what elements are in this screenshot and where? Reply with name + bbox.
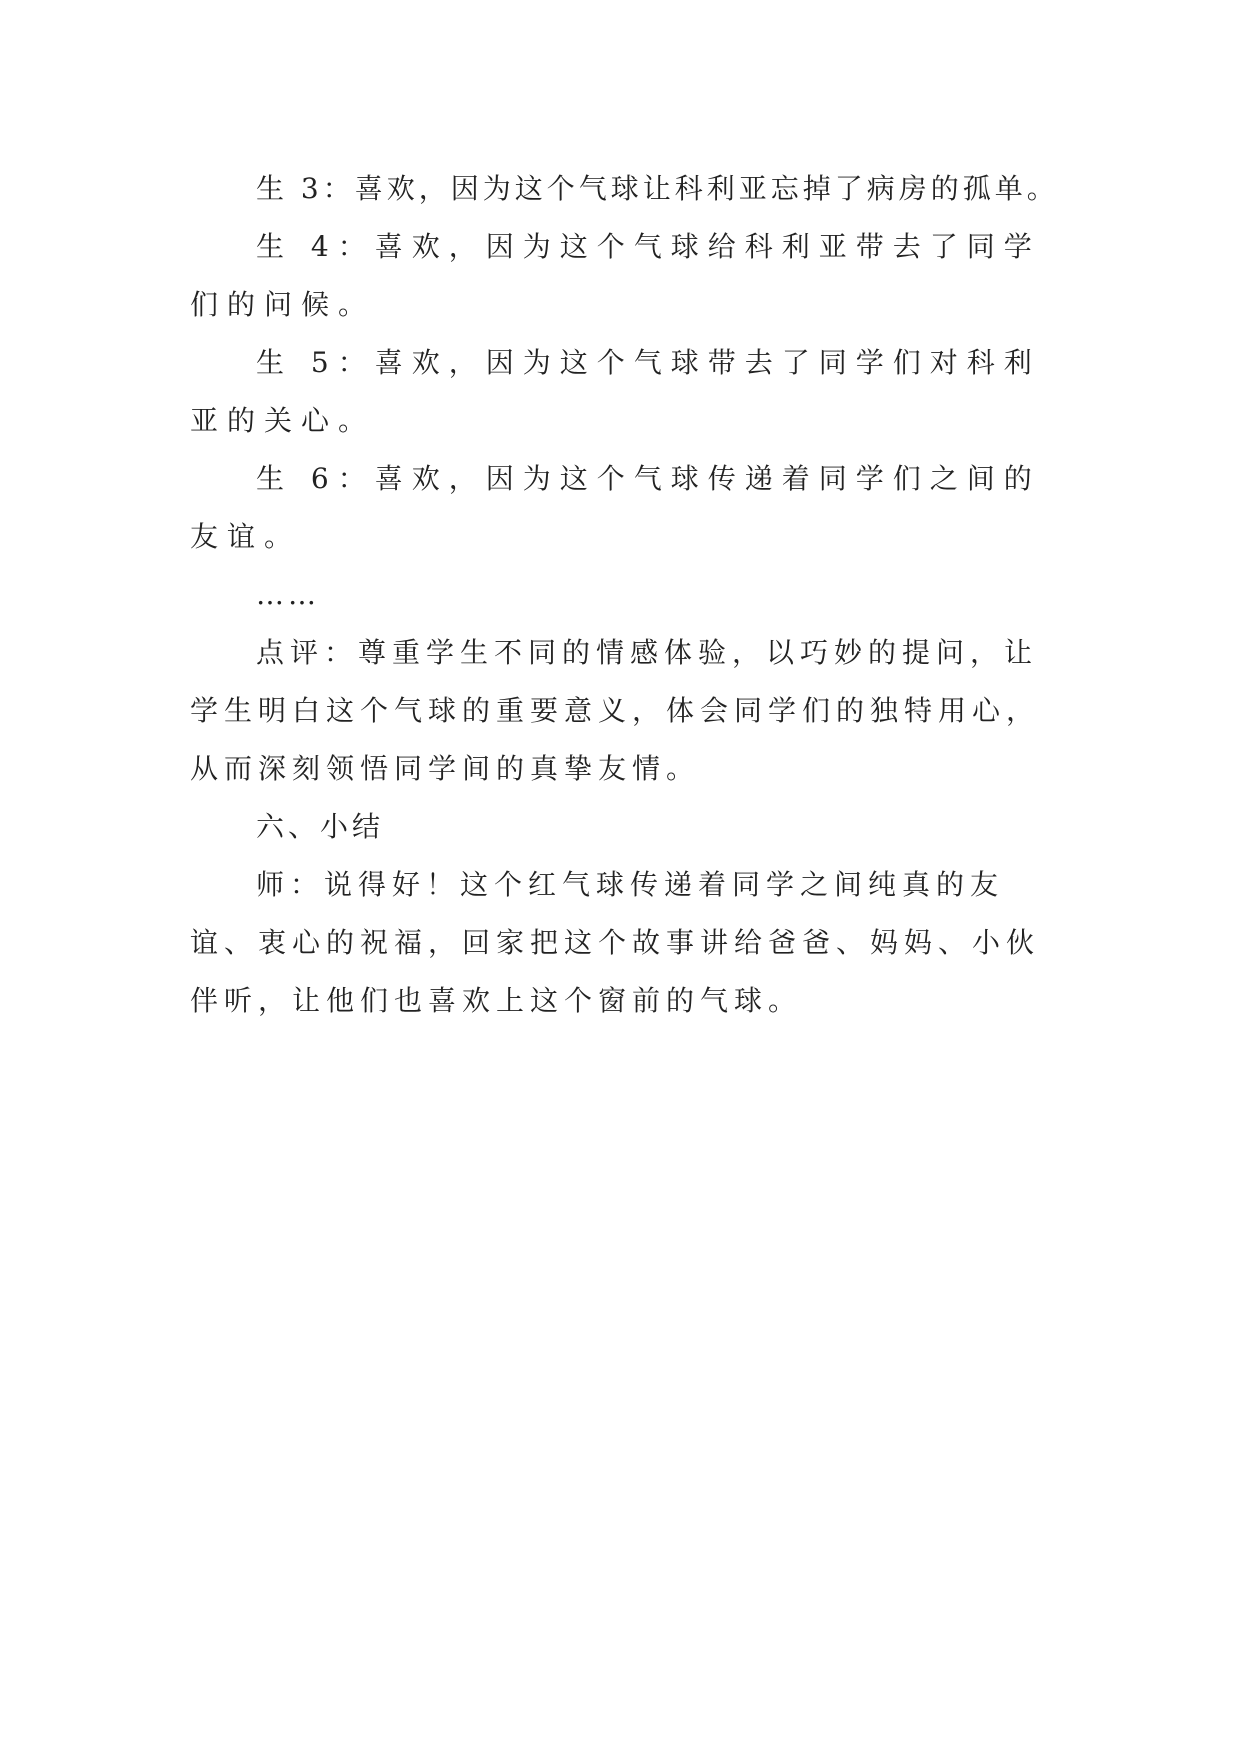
paragraph-ellipsis: …… — [256, 578, 320, 611]
paragraph-commentary: 点评：尊重学生不同的情感体验，以巧妙的提问，让学生明白这个气球的重要意义，体会同学们的独特用心，从而深刻领悟同学间的真挚友情。 — [190, 636, 1041, 785]
paragraph-student-3: 生 3：喜欢，因为这个气球让科利亚忘掉了病房的孤单。 — [256, 172, 1059, 205]
document-body — [190, 160, 1060, 1030]
paragraph-student-5: 生 5：喜欢，因为这个气球带去了同学们对科利亚的关心。 — [190, 346, 1041, 437]
section-heading-summary: 六、小结 — [256, 810, 385, 843]
paragraph-student-4: 生 4：喜欢，因为这个气球给科利亚带去了同学们的问候。 — [190, 230, 1041, 321]
paragraph-student-6: 生 6：喜欢，因为这个气球传递着同学们之间的友谊。 — [190, 462, 1041, 553]
paragraph-teacher-summary: 师：说得好！这个红气球传递着同学之间纯真的友谊、衷心的祝福，回家把这个故事讲给爸爸、妈妈、小伙伴听，让他们也喜欢上这个窗前的气球。 — [190, 868, 1041, 1017]
